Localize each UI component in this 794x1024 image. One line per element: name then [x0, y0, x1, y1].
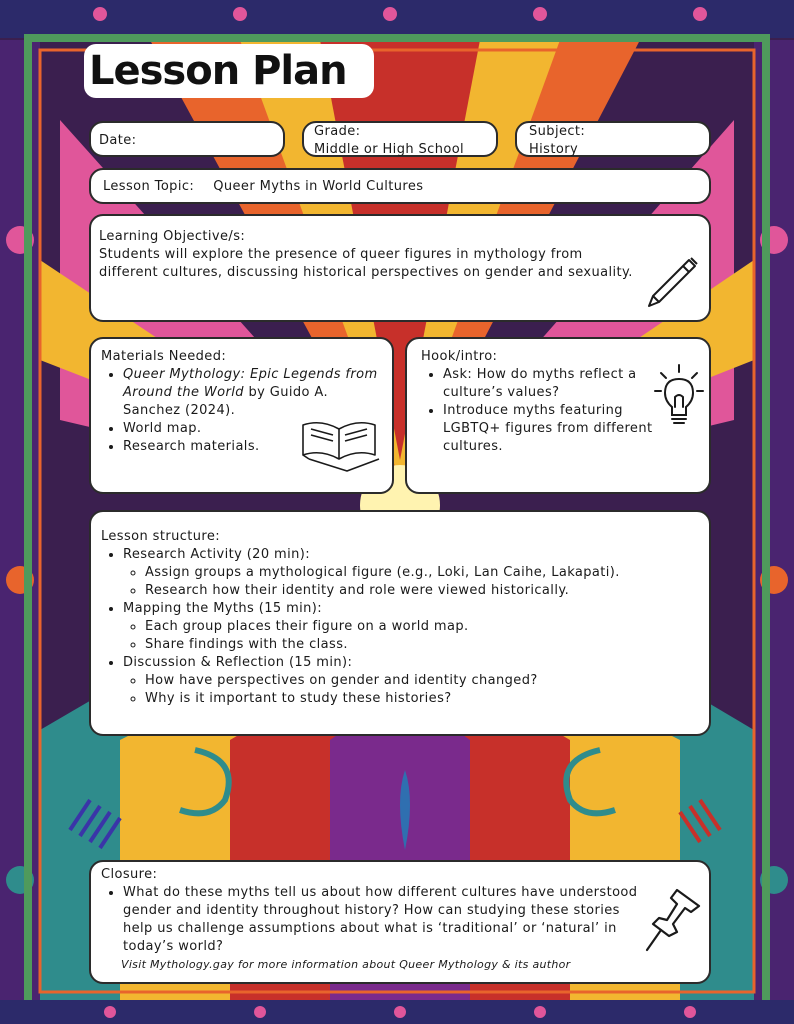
list-item: • Ask: How do myths reflect a culture’s values? [443, 366, 653, 402]
lightbulb-icon [653, 363, 705, 433]
topic-value: Queer Myths in World Cultures [213, 179, 424, 194]
list-item: • What do these myths tell us about how different cultures have understood gender and identity throughout history? How can studying these stories help us challenge assumptions about what is ‘traditional’ or ‘natural’ in today’s world? [123, 884, 653, 956]
list-item: ◦ Each group places their figure on a world map. [145, 618, 701, 636]
list-item: ◦ Share findings with the class. [145, 636, 701, 654]
list-item: ◦ Research how their identity and role were viewed historically. [145, 582, 701, 600]
subject-value: History [529, 142, 579, 157]
materials-box[interactable] [89, 337, 394, 494]
hook-label: Hook/intro: [421, 349, 498, 364]
pushpin-icon [643, 886, 703, 966]
list-item: • Research materials. [123, 438, 383, 456]
lesson-structure-box[interactable] [89, 510, 711, 736]
date-field[interactable] [89, 121, 285, 157]
grade-value: Middle or High School [314, 142, 465, 157]
book-icon [299, 415, 381, 475]
pen-icon [641, 254, 701, 314]
objective-label: Learning Objective/s: [99, 229, 246, 244]
book-author: by Guido A. Sanchez (2024). [123, 385, 329, 418]
section-title: Discussion & Reflection (15 min): [123, 655, 353, 670]
list-item: • Introduce myths featuring LGBTQ+ figures from different cultures. [443, 402, 653, 456]
list-item: ◦ How have perspectives on gender and identity changed? [145, 672, 701, 690]
date-label: Date: [99, 133, 137, 148]
footnote: Visit Mythology.gay for more information about Queer Mythology & its author [121, 958, 571, 971]
closure-box[interactable] [89, 860, 711, 984]
list-item [123, 366, 383, 420]
subject-field[interactable] [515, 121, 711, 157]
list-item [123, 546, 701, 600]
closure-label: Closure: [101, 867, 158, 882]
subject-label: Subject: [529, 124, 586, 139]
section-title: Mapping the Myths (15 min): [123, 601, 323, 616]
section-title: Research Activity (20 min): [123, 547, 311, 562]
page-title: Lesson Plan [89, 48, 347, 94]
topic-label: Lesson Topic: [103, 179, 195, 194]
list-item [123, 654, 701, 708]
list-item [123, 600, 701, 654]
hook-intro-box[interactable] [405, 337, 711, 494]
grade-field[interactable] [302, 121, 498, 157]
list-item: ◦ Assign groups a mythological figure (e.g., Loki, Lan Caihe, Lakapati). [145, 564, 701, 582]
list-item: • World map. [123, 420, 383, 438]
materials-label: Materials Needed: [101, 349, 227, 364]
title-banner [84, 44, 374, 98]
objective-text: Students will explore the presence of queer figures in mythology from different cultures, discussing historical perspectives on gender and sexuality. [99, 247, 633, 280]
grade-label: Grade: [314, 124, 361, 139]
structure-label: Lesson structure: [101, 529, 221, 544]
book-title: Queer Mythology: Epic Legends from Around the World [123, 367, 378, 400]
list-item: ◦ Why is it important to study these histories? [145, 690, 701, 708]
lesson-topic-field[interactable] [89, 168, 711, 204]
learning-objective-box[interactable] [89, 214, 711, 322]
